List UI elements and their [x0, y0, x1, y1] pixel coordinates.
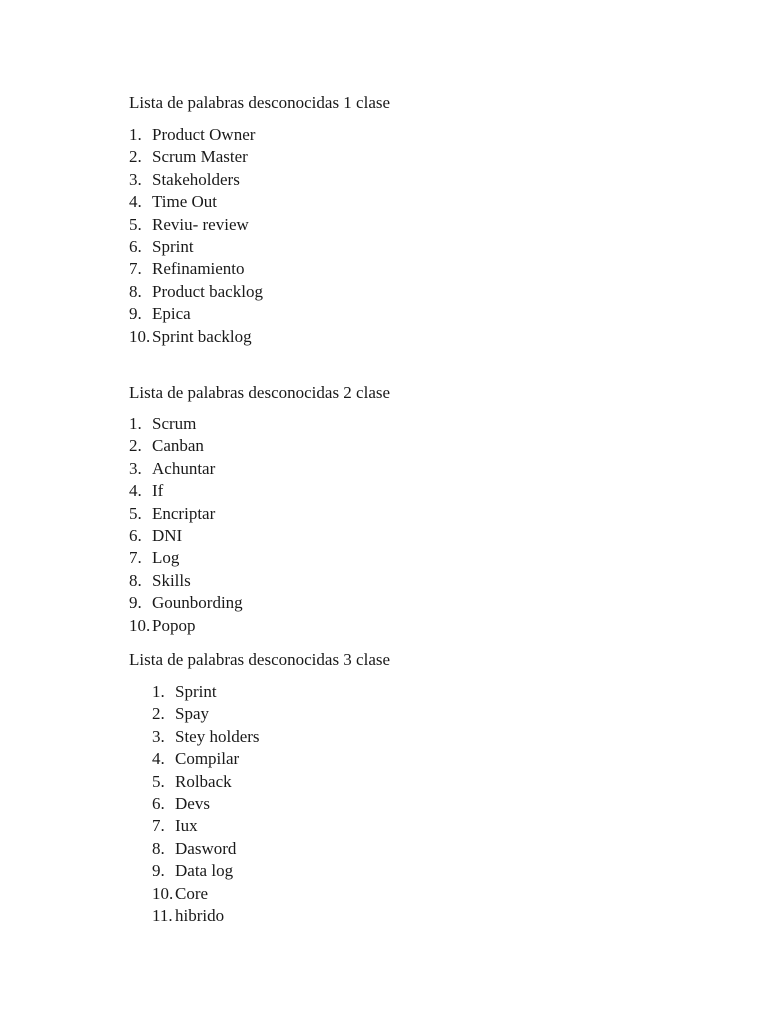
list-item-number: 3. [152, 726, 165, 746]
section-2-heading: Lista de palabras desconocidas 2 clase [129, 383, 391, 402]
list-item-number: 6. [129, 525, 142, 545]
list-item-text: Gounbording [152, 593, 243, 613]
list-item-number: 2. [129, 436, 142, 456]
list-item-text: Refinamiento [152, 259, 245, 279]
list-item-text: Compilar [175, 749, 240, 769]
list-item-text: If [152, 481, 164, 501]
list-item-number: 6. [129, 236, 142, 256]
list-item-number: 7. [129, 548, 142, 568]
list-item-text: Devs [175, 793, 210, 813]
list-item-number: 1. [129, 414, 142, 433]
list-item-text: Spay [175, 704, 209, 724]
list-item-text: Canban [152, 436, 204, 456]
list-item-text: Dasword [175, 838, 237, 858]
list-item-number: 6. [152, 793, 165, 813]
list-item-text: Sprint [152, 236, 194, 256]
list-item-text: Reviu- review [152, 214, 249, 234]
list-item-number: 5. [129, 214, 142, 234]
list-item-number: 3. [129, 458, 142, 478]
list-item-number: 9. [129, 593, 142, 613]
list-item-number: 10. [152, 883, 174, 903]
list-item-number: 9. [152, 861, 165, 881]
section-1-heading: Lista de palabras desconocidas 1 clase [129, 93, 391, 112]
list-item-text: hibrido [175, 905, 225, 925]
list-item-text: Iux [175, 816, 198, 836]
list-item-number: 7. [129, 259, 142, 279]
section-3-heading: Lista de palabras desconocidas 3 clase [129, 650, 391, 669]
list-item-number: 4. [129, 192, 142, 212]
list-item-number: 4. [129, 481, 142, 501]
list-item-text: DNI [152, 525, 183, 545]
list-item-text: Epica [152, 304, 191, 324]
list-item-text: Stey holders [175, 726, 260, 746]
list-item-number: 2. [129, 147, 142, 167]
list-item-number: 5. [152, 771, 165, 791]
list-item-text: Skills [152, 570, 191, 590]
list-item-text: Data log [175, 861, 234, 881]
list-item-text: Stakeholders [152, 169, 240, 189]
list-item-number: 8. [129, 281, 142, 301]
list-item-text: Time Out [152, 192, 218, 212]
list-item-number: 2. [152, 704, 165, 724]
list-item-number: 10. [129, 615, 151, 635]
list-item-text: Sprint [175, 682, 217, 701]
list-item-number: 9. [129, 304, 142, 324]
list-item-number: 8. [129, 570, 142, 590]
list-item-text: Popop [152, 615, 196, 635]
list-item-text: Scrum Master [152, 147, 248, 167]
list-item-text: Rolback [175, 771, 232, 791]
list-item-number: 4. [152, 749, 165, 769]
list-item-number: 10. [129, 326, 151, 346]
list-item-number: 5. [129, 503, 142, 523]
list-item-number: 11. [152, 905, 173, 925]
list-item-number: 8. [152, 838, 165, 858]
list-item-text: Product Owner [152, 125, 256, 144]
list-item-number: 7. [152, 816, 165, 836]
list-item-text: Core [175, 883, 209, 903]
list-item-text: Sprint backlog [152, 326, 252, 346]
list-item-text: Encriptar [152, 503, 216, 523]
list-item-text: Achuntar [152, 458, 216, 478]
list-item-text: Product backlog [152, 281, 263, 301]
list-item-text: Log [152, 548, 180, 568]
list-item-number: 1. [152, 682, 165, 701]
list-item-text: Scrum [152, 414, 197, 433]
list-item-number: 3. [129, 169, 142, 189]
list-item-number: 1. [129, 125, 142, 144]
